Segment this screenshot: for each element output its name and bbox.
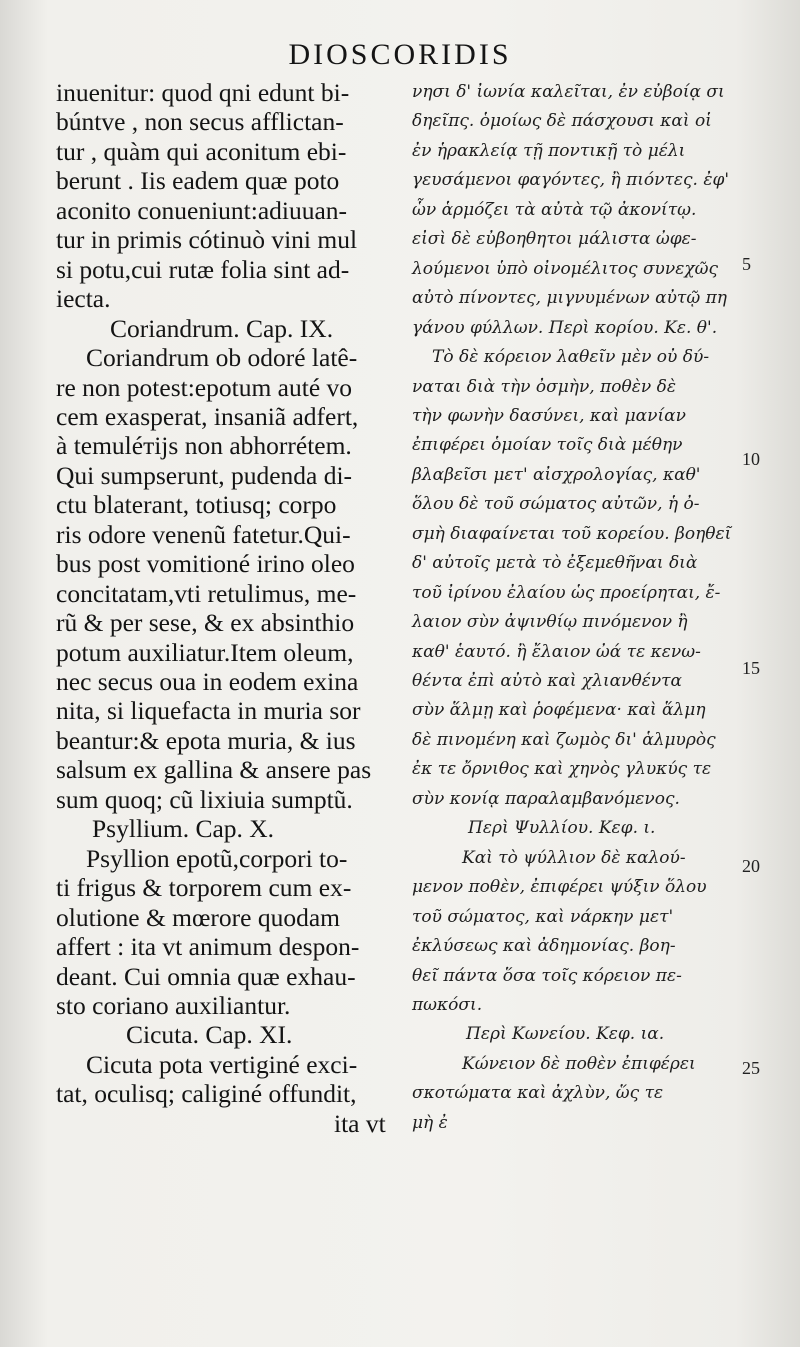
latin-text-line: sum quoq; cũ lixiuia sumptũ. bbox=[56, 784, 353, 814]
greek-text-line: τοῦ ἰρίνου ἐλαίου ὡς προείρηται, ἔ- bbox=[412, 582, 721, 603]
margin-line-number: 20 bbox=[742, 856, 760, 876]
running-head: DIOSCORIDIS bbox=[288, 38, 512, 71]
latin-text-line: tat, oculisq; caliginé offundit, bbox=[56, 1079, 357, 1109]
latin-text-line: berunt . Iis eadem quæ poto bbox=[56, 166, 340, 196]
latin-text-line: búntve , non secus afflictan- bbox=[56, 107, 344, 137]
latin-text-line: deant. Cui omnia quæ exhau- bbox=[56, 961, 356, 991]
chapter-heading: Coriandrum. Cap. IX. bbox=[110, 313, 334, 343]
latin-text-line: si potu,cui rutæ folia sint ad- bbox=[56, 254, 350, 284]
latin-text-line: ris odore venenũ fatetur.Qui- bbox=[56, 519, 351, 549]
greek-text-line: σμὴ διαφαίνεται τοῦ κορείου. βοηθεῖ bbox=[412, 523, 732, 544]
latin-text-line: rũ & per sese, & ex absinthio bbox=[56, 608, 355, 638]
greek-text-line: σκοτώματα καὶ ἀχλὺν, ὥς τε bbox=[412, 1083, 664, 1104]
latin-text-line: à temuléтijs non abhorrétem. bbox=[56, 431, 352, 461]
greek-text-line: Καὶ τὸ ψύλλιον δὲ καλού- bbox=[462, 847, 686, 868]
greek-text-line: μὴ ἐ bbox=[412, 1112, 448, 1133]
chapter-heading: Cicuta. Cap. XI. bbox=[126, 1020, 293, 1050]
greek-text-line: Κώνειον δὲ ποθὲν ἐπιφέρει bbox=[462, 1053, 696, 1074]
greek-text-line: νησι δ' ἰωνία καλεῖται, ἐν εὐβοίᾳ σι bbox=[412, 82, 725, 102]
greek-text-line: θέντα ἐπὶ αὐτὸ καὶ χλιανθέντα bbox=[412, 671, 683, 691]
greek-text-line: σὺν κονίᾳ παραλαμβανόμενος. bbox=[412, 788, 680, 809]
latin-text-line: ti frigus & torporem cum ex- bbox=[56, 873, 352, 903]
greek-text-line: λούμενοι ὑπὸ οἰνομέλιτος συνεχῶς bbox=[412, 258, 719, 279]
greek-text-line: δηεῖπς. ὁμοίως δὲ πάσχουσι καὶ οἱ bbox=[412, 111, 712, 132]
greek-text-line: δὲ πινομένη καὶ ζωμὸς δι' ἁλμυρὸς bbox=[412, 729, 716, 750]
latin-text-line: concitatam,vti retulimus, me- bbox=[56, 578, 357, 608]
margin-line-number: 15 bbox=[742, 658, 760, 678]
greek-text-line: Περὶ Κωνείου. Κεφ. ια. bbox=[466, 1024, 665, 1045]
greek-text-line: ὧν ἁρμόζει τὰ αὐτὰ τῷ ἀκονίτῳ. bbox=[412, 199, 697, 220]
latin-text-line: re non potest:epotum auté vo bbox=[56, 372, 353, 402]
greek-text-line: θεῖ πάντα ὅσα τοῖς κόρειον πε- bbox=[412, 965, 682, 986]
greek-text-line: ἐπιφέρει ὁμοίαν τοῖς διὰ μέθην bbox=[412, 435, 683, 456]
greek-text-line: καθ' ἑαυτό. ἢ ἔλαιον ὠά τε κενω- bbox=[412, 641, 701, 662]
latin-text-line: nita, si liquefacta in muria sor bbox=[56, 696, 361, 726]
latin-text-line: bus post vomitioné irino oleo bbox=[56, 549, 355, 579]
latin-text-line: aconito conueniunt:adiuuan- bbox=[56, 195, 348, 225]
greek-text-line: μενον ποθὲν, ἐπιφέρει ψύξιν ὅλου bbox=[412, 877, 707, 898]
latin-text-line: affert : ita vt animum despon- bbox=[56, 932, 360, 962]
greek-text-line: ὅλου δὲ τοῦ σώματος αὐτῶν, ἡ ὀ- bbox=[412, 494, 700, 515]
chapter-heading: Psyllium. Cap. X. bbox=[92, 814, 275, 844]
latin-text-line: tur , quàm qui aconitum ebi- bbox=[56, 136, 347, 166]
greek-text-line: σὺν ἅλμῃ καὶ ῥοφέμενα· καὶ ἅλμη bbox=[412, 700, 706, 721]
greek-text-line: Τὸ δὲ κόρειον λαθεῖν μὲν οὐ δύ- bbox=[432, 347, 710, 368]
greek-text-line: βλαβεῖσι μετ' αἰσχρολογίας, καθ' bbox=[412, 464, 701, 485]
latin-text-line: nec secus oua in eodem exina bbox=[56, 667, 359, 696]
latin-text-line: iecta. bbox=[56, 284, 111, 314]
greek-text-line: γευσάμενοι φαγόντες, ἢ πιόντες. ἐφ' bbox=[412, 170, 730, 191]
greek-text-line: γάνου φύλλων. Περὶ κορίου. Κε. θ'. bbox=[412, 317, 718, 338]
greek-text-line: ναται διὰ τὴν ὀσμὴν, ποθὲν δὲ bbox=[412, 376, 676, 397]
greek-text-line: δ' αὐτοῖς μετὰ τὸ ἐξεμεθῆναι διὰ bbox=[412, 553, 698, 574]
latin-text-line: cem exasperat, insaniã adfert, bbox=[56, 401, 359, 431]
latin-text-line: Coriandrum ob odoré latê- bbox=[86, 343, 358, 373]
latin-text-line: sto coriano auxiliantur. bbox=[56, 990, 291, 1020]
margin-line-number: 5 bbox=[742, 254, 751, 274]
greek-text-line: λαιον σὺν ἀψινθίῳ πινόμενον ἢ bbox=[412, 612, 688, 633]
greek-text-line: Περὶ Ψυλλίου. Κεφ. ι. bbox=[468, 818, 656, 839]
margin-line-number: 25 bbox=[742, 1058, 760, 1078]
greek-text-line: εἰσὶ δὲ εὐβοηθητοι μάλιστα ὠφε- bbox=[412, 229, 697, 250]
greek-text-line: ἐν ἡρακλείᾳ τῇ ποντικῇ τὸ μέλι bbox=[412, 140, 686, 161]
greek-text-line: τὴν φωνὴν δασύνει, καὶ μανίαν bbox=[412, 405, 686, 426]
latin-text-line: beantur:& epota muria, & ius bbox=[56, 725, 356, 755]
greek-text-line: αὐτὸ πίνοντες, μιγνυμένων αὐτῷ πη bbox=[412, 288, 727, 309]
latin-text-line: Cicuta pota vertiginé exci- bbox=[86, 1049, 358, 1079]
greek-text-line: πωκόσι. bbox=[412, 994, 483, 1015]
latin-text-line: ita vt bbox=[334, 1108, 386, 1138]
latin-text-line: olutione & mœrore quodam bbox=[56, 902, 340, 932]
greek-text-line: τοῦ σώματος, καὶ νάρκην μετ' bbox=[412, 906, 674, 927]
latin-text-line: salsum ex gallina & ansere pas bbox=[56, 755, 372, 785]
latin-text-line: potum auxiliatur.Item oleum, bbox=[56, 637, 354, 667]
latin-text-line: inuenitur: quod qni edunt bi- bbox=[56, 78, 350, 107]
greek-text-line: ἐκλύσεως καὶ ἀδημονίας. βοη- bbox=[412, 936, 676, 957]
greek-text-line: ἐκ τε ὄρνιθος καὶ χηνὸς γλυκύς τε bbox=[412, 759, 712, 780]
latin-text-line: Qui sumpserunt, pudenda di- bbox=[56, 460, 353, 490]
latin-text-line: ctu blaterant, totiusq; corpo bbox=[56, 490, 337, 520]
latin-text-line: tur in primis cótinuò vini mul bbox=[56, 225, 358, 255]
margin-line-number: 10 bbox=[742, 449, 760, 469]
latin-text-line: Psyllion epotũ,corpori to- bbox=[86, 843, 348, 873]
